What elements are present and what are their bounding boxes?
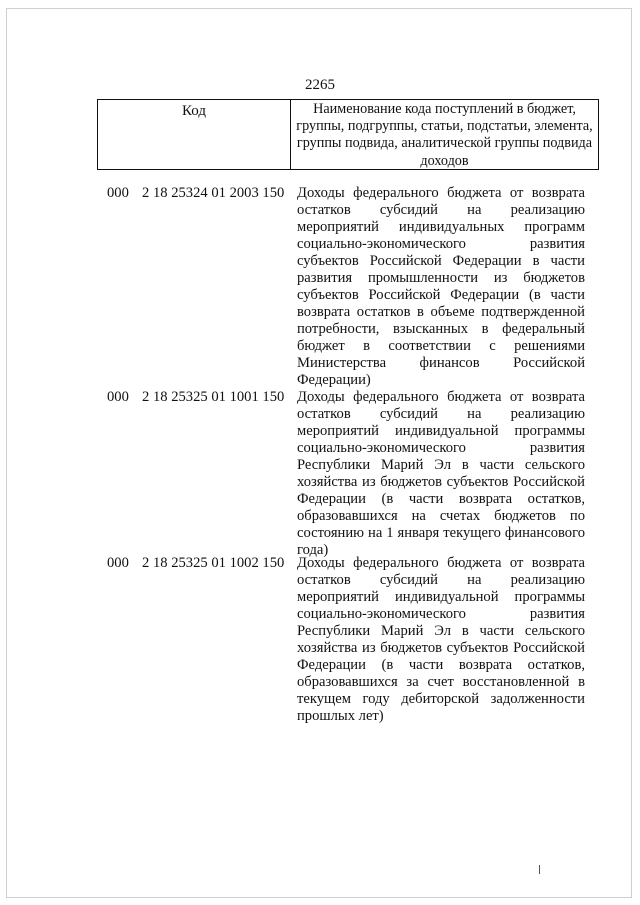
description-line: возврата остатков в объеме подтвержденной <box>297 304 585 320</box>
description-line: Доходы федерального бюджета от возврата <box>297 185 585 201</box>
description-line: субъектов Российской Федерации (в части <box>297 287 585 303</box>
description-line: мероприятий индивидуальных программ <box>297 219 585 235</box>
header-name-cell: Наименование кода поступлений в бюджет, группы, подгруппы, статьи, подстатьи, элемента, группы подвида, аналитической группы подвида доходов <box>296 101 593 169</box>
description-line: социально-экономического развития <box>297 236 585 252</box>
description-line: прошлых лет) <box>297 708 384 724</box>
description-line: потребности, взысканных в федеральный <box>297 321 585 337</box>
description-line: Федерации (в части возврата остатков, <box>297 657 585 673</box>
scan-speck <box>539 865 540 874</box>
description-line: хозяйства из бюджетов субъектов Российской <box>297 474 585 490</box>
row-prefix: 000 <box>107 185 129 201</box>
row-code: 2 18 25325 01 1002 150 <box>142 555 285 571</box>
row-code: 2 18 25325 01 1001 150 <box>142 389 285 405</box>
description-line: Доходы федерального бюджета от возврата <box>297 389 585 405</box>
description-line: остатков субсидий на реализацию <box>297 406 585 422</box>
description-line: мероприятий индивидуальной программы <box>297 589 585 605</box>
description-line: текущем году дебиторской задолженности <box>297 691 585 707</box>
description-line: Республики Марий Эл в части сельского <box>297 623 585 639</box>
description-line: хозяйства из бюджетов субъектов Российской <box>297 640 585 656</box>
description-line: года) <box>297 542 329 558</box>
row-code: 2 18 25324 01 2003 150 <box>142 185 285 201</box>
description-line: образовавшихся за счет восстановленной в <box>297 674 585 690</box>
table-header <box>97 99 599 170</box>
row-description <box>297 389 585 559</box>
description-line: Доходы федерального бюджета от возврата <box>297 555 585 571</box>
description-line: состоянию на 1 января текущего финансового <box>297 525 585 541</box>
header-code-cell: Код <box>98 100 291 169</box>
description-line: Министерства финансов Российской <box>297 355 585 371</box>
description-line: бюджет в соответствии с решениями <box>297 338 585 354</box>
description-line: развития промышленности из бюджетов <box>297 270 585 286</box>
description-line: остатков субсидий на реализацию <box>297 572 585 588</box>
description-line: остатков субсидий на реализацию <box>297 202 585 218</box>
page-number: 2265 <box>305 77 335 93</box>
description-line: Федерации) <box>297 372 371 388</box>
row-prefix: 000 <box>107 389 129 405</box>
row-description <box>297 555 585 725</box>
description-line: социально-экономического развития <box>297 440 585 456</box>
row-prefix: 000 <box>107 555 129 571</box>
description-line: образовавшихся на счетах бюджетов по <box>297 508 585 524</box>
description-line: субъектов Российской Федерации в части <box>297 253 585 269</box>
description-line: мероприятий индивидуальной программы <box>297 423 585 439</box>
description-line: Федерации (в части возврата остатков, <box>297 491 585 507</box>
description-line: Республики Марий Эл в части сельского <box>297 457 585 473</box>
row-description <box>297 185 585 389</box>
description-line: социально-экономического развития <box>297 606 585 622</box>
